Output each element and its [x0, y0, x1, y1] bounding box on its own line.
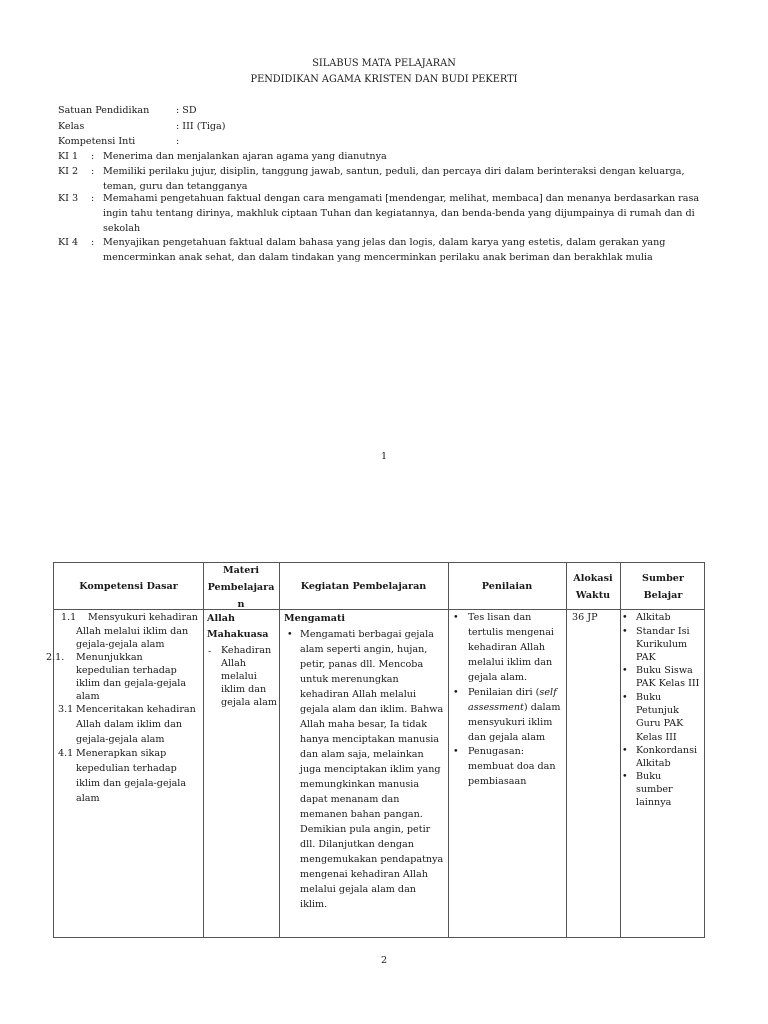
ki-label: Kompetensi Inti — [58, 136, 136, 147]
kd-1-1-line: Mensyukuri kehadiran — [88, 612, 198, 623]
kelas-label: Kelas — [58, 121, 85, 132]
kd-2-1-number: 2.1. — [46, 652, 65, 663]
materi-item: iklim dan — [221, 684, 267, 695]
header-kegiatan: Kegiatan Pembelajaran — [300, 581, 427, 592]
ki-colon: : — [176, 136, 180, 147]
penilaian-bullet: • — [453, 746, 459, 757]
kegiatan-line: dll. Dilanjutkan dengan — [300, 839, 414, 850]
kegiatan-line: juga menciptakan iklim yang — [300, 764, 441, 775]
materi-bullet: - — [208, 646, 212, 657]
kegiatan-line: memungkinkan manusia — [300, 779, 420, 790]
col-divider — [620, 563, 621, 937]
col-divider — [203, 563, 204, 937]
sumber-item: Buku sumber lainnya — [636, 771, 673, 809]
kd-4-1-number: 4.1 — [58, 748, 74, 759]
col-divider — [279, 563, 280, 937]
kegiatan-line: hanya menciptakan manusia — [300, 734, 440, 745]
penilaian-item-1: Tes lisan dan tertulis mengenai kehadiran Allah melalui iklim dan gejala alam. — [468, 612, 555, 683]
kegiatan-line: Allah maha besar, Ia tidak — [300, 719, 428, 730]
sumber-bullet: • — [622, 665, 628, 676]
kegiatan-line: Mengamati berbagai gejala — [300, 629, 434, 640]
satuan-label: Satuan Pendidikan — [58, 105, 150, 116]
kegiatan-line: melalui gejala alam dan — [300, 884, 416, 895]
kegiatan-line: petir, panas dll. Mencoba — [300, 659, 424, 670]
penilaian-item-2: Penilaian diri (self assessment) dalam mensyukuri iklim dan gejala alam — [468, 687, 561, 743]
kegiatan-line: mengenai kehadiran Allah — [300, 869, 428, 880]
kegiatan-text — [300, 627, 443, 912]
materi-item: Allah — [221, 658, 246, 669]
kegiatan-line: gejala alam dan iklim. Bahwa — [300, 704, 444, 715]
kd-4-1-line: iklim dan gejala-gejala — [76, 778, 187, 789]
sumber-bullet: • — [622, 745, 628, 756]
sumber-bullet: • — [622, 626, 628, 637]
ki2-sep: : — [91, 166, 95, 177]
kegiatan-line: mengemukakan pendapatnya — [300, 854, 444, 865]
kegiatan-line: untuk merenungkan — [300, 674, 399, 685]
ki4-code: KI 4 — [58, 237, 79, 248]
satuan-value: : SD — [176, 105, 197, 116]
kegiatan-line: Demikian pula angin, petir — [300, 824, 431, 835]
page-number-2: 2 — [380, 955, 388, 966]
ki1-sep: : — [91, 151, 95, 162]
ki2-line-1: Memiliki perilaku jujur, disiplin, tanggung jawab, santun, peduli, dan percaya diri dalam berinteraksi dengan keluarga, — [103, 166, 685, 177]
ki3-line-1: Memahami pengetahuan faktual dengan cara mengamati [mendengar, melihat, membaca] dan menanya berdasarkan rasa — [103, 193, 700, 204]
ki4-line-1: Menyajikan pengetahuan faktual dalam bahasa yang jelas dan logis, dalam karya yang estetis, dalam gerakan yang — [103, 237, 666, 248]
header-materi: Materi Pembelajara n — [207, 565, 275, 610]
kegiatan-line: kehadiran Allah melalui — [300, 689, 417, 700]
sumber-bullet: • — [622, 771, 628, 782]
materi-item: melalui — [221, 671, 257, 682]
header-alokasi: Alokasi Waktu — [573, 573, 613, 601]
kd-2-1-line: kepedulian terhadap — [76, 665, 177, 676]
kd-2-1-line: Menunjukkan — [76, 652, 143, 663]
kegiatan-line: alam seperti angin, hujan, — [300, 644, 428, 655]
sumber-item: Alkitab — [636, 612, 671, 623]
sumber-bullet: • — [622, 612, 628, 623]
penilaian-bullet: • — [453, 687, 459, 698]
kd-3-1-number: 3.1 — [58, 704, 74, 715]
kd-4-1-line: Menerapkan sikap — [76, 748, 167, 759]
ki4-sep: : — [91, 237, 95, 248]
kegiatan-line: iklim. — [300, 899, 328, 910]
kegiatan-line: dapat menanam dan — [300, 794, 400, 805]
ki4-line-2: mencerminkan anak sehat, dan dalam tindakan yang mencerminkan perilaku anak beriman dan berakhlak mulia — [103, 252, 653, 263]
col-divider — [448, 563, 449, 937]
ki2-code: KI 2 — [58, 166, 79, 177]
kd-3-1-line: Allah dalam iklim dan — [76, 719, 183, 730]
col-divider — [566, 563, 567, 937]
title-line-1: SILABUS MATA PELAJARAN — [312, 58, 456, 69]
kd-4-1-line: kepedulian terhadap — [76, 763, 177, 774]
kegiatan-line: memanen bahan pangan. — [300, 809, 423, 820]
kegiatan-heading: Mengamati — [284, 613, 346, 624]
ki3-line-2: ingin tahu tentang dirinya, makhluk ciptaan Tuhan dan kegiatannya, dan benda-benda yang dijumpainya di rumah dan di — [103, 208, 695, 219]
kegiatan-line: dan alam saja, melainkan — [300, 749, 424, 760]
kelas-value: : III (Tiga) — [176, 121, 226, 132]
page-number-1: 1 — [380, 451, 388, 462]
ki1-code: KI 1 — [58, 151, 79, 162]
sumber-item: Konkordansi Alkitab — [636, 745, 698, 770]
ki3-sep: : — [91, 193, 95, 204]
kegiatan-bullet: • — [287, 629, 293, 640]
header-kompetensi-dasar: Kompetensi Dasar — [79, 581, 178, 592]
penilaian-bullet: • — [453, 612, 459, 623]
penilaian-item-3: Penugasan: membuat doa dan pembiasaan — [468, 746, 556, 787]
title-line-2: PENDIDIKAN AGAMA KRISTEN DAN BUDI PEKERTI — [250, 74, 518, 85]
kd-1-1-line: gejala-gejala alam — [76, 639, 165, 650]
sumber-item: Buku Petunjuk Guru PAK Kelas III — [636, 692, 684, 743]
kd-1-1-number: 1.1 — [61, 612, 77, 623]
sumber-item: Standar Isi Kurikulum PAK — [636, 626, 690, 664]
ki3-code: KI 3 — [58, 193, 79, 204]
kd-1-1-line: Allah melalui iklim dan — [76, 626, 189, 637]
kd-2-1-line: iklim dan gejala-gejala — [76, 678, 187, 689]
ki2-line-2: teman, guru dan tetangganya — [103, 181, 248, 192]
ki1-line-1: Menerima dan menjalankan ajaran agama yang dianutnya — [103, 151, 387, 162]
alokasi-waktu-value: 36 JP — [572, 612, 598, 623]
header-sumber: Sumber Belajar — [642, 573, 684, 601]
materi-item: gejala alam — [221, 697, 277, 708]
sumber-item: Buku Siswa PAK Kelas III — [636, 665, 700, 690]
kd-4-1-line: alam — [76, 793, 100, 804]
materi-item: Kehadiran — [221, 645, 272, 656]
kd-3-1-line: Menceritakan kehadiran — [76, 704, 196, 715]
materi-heading: Mahakuasa — [207, 629, 269, 640]
ki3-line-3: sekolah — [103, 223, 141, 234]
materi-heading: Allah — [207, 613, 235, 624]
header-penilaian: Penilaian — [481, 581, 533, 592]
kd-3-1-line: gejala-gejala alam — [76, 734, 165, 745]
sumber-bullet: • — [622, 692, 628, 703]
kd-2-1-line: alam — [76, 691, 100, 702]
